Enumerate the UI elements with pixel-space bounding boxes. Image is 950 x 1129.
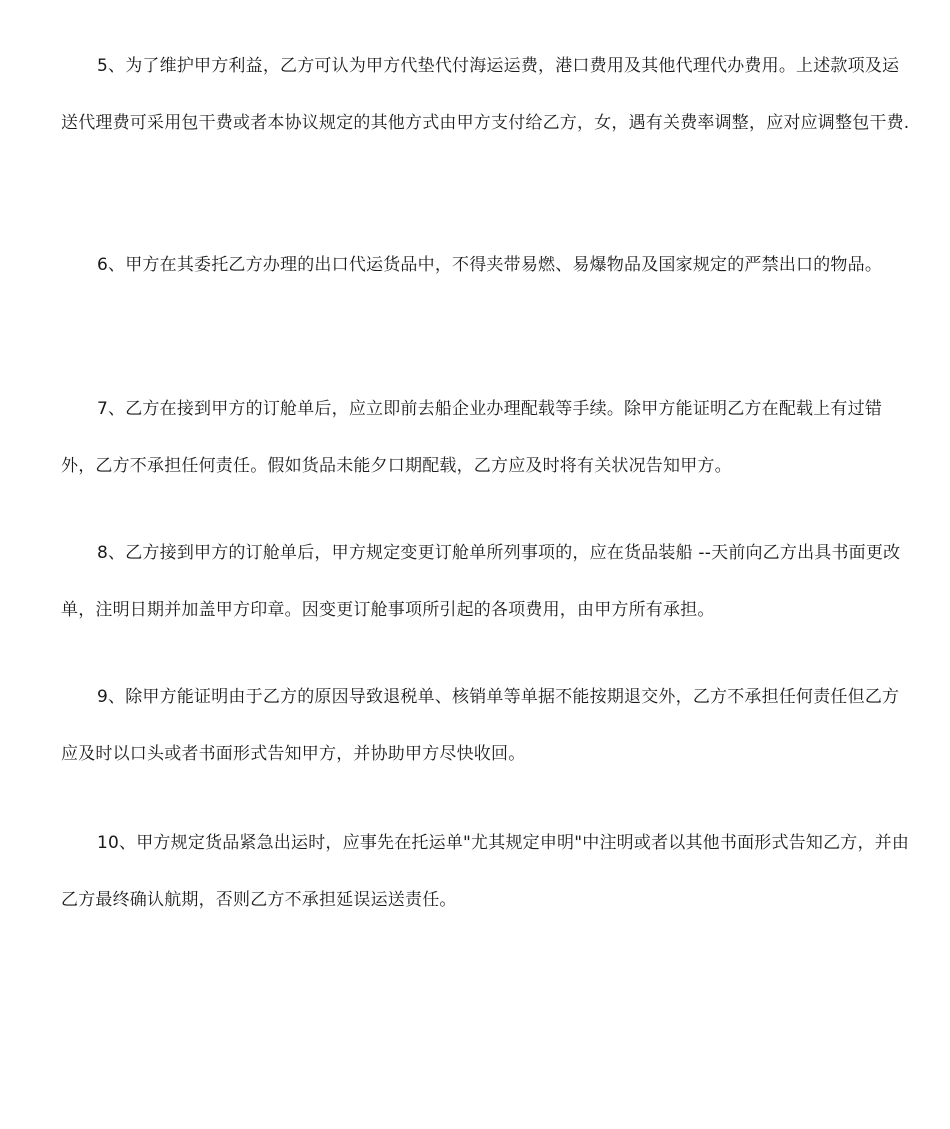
clause-9: 9、除甲方能证明由于乙方的原因导致退税单、核销单等单据不能按期退交外，乙方不承担任何责任但乙方应及时以口头或者书面形式告知甲方，并协助甲方尽快收回。 bbox=[61, 687, 900, 764]
clause-10: 10、甲方规定货品紧急出运时，应事先在托运单"尤其规定申明"中注明或者以其他书面形式告知乙方，并由乙方最终确认航期，否则乙方不承担延误运送责任。 bbox=[61, 833, 910, 910]
clause-7: 7、乙方在接到甲方的订舱单后，应立即前去船企业办理配载等手续。除甲方能证明乙方在配载上有过错外，乙方不承担任何责任。假如货品未能夕口期配载，乙方应及时将有关状况告知甲方。 bbox=[61, 399, 883, 476]
clause-6: 6、甲方在其委托乙方办理的出口代运货品中，不得夹带易燃、易爆物品及国家规定的严禁出口的物品。 bbox=[97, 255, 883, 275]
clause-5: 5、为了维护甲方利益，乙方可认为甲方代垫代付海运运费，港口费用及其他代理代办费用。上述款项及运送代理费可采用包干费或者本协议规定的其他方式由甲方支付给乙方，女，遇有关费率调整，应对应调整包干费. bbox=[61, 56, 910, 133]
clause-8: 8、乙方接到甲方的订舱单后，甲方规定变更订舱单所列事项的，应在货品装船 --天前向乙方出具书面更改单，注明日期并加盖甲方印章。因变更订舱事项所引起的各项费用，由甲方所有承担。 bbox=[61, 543, 901, 620]
